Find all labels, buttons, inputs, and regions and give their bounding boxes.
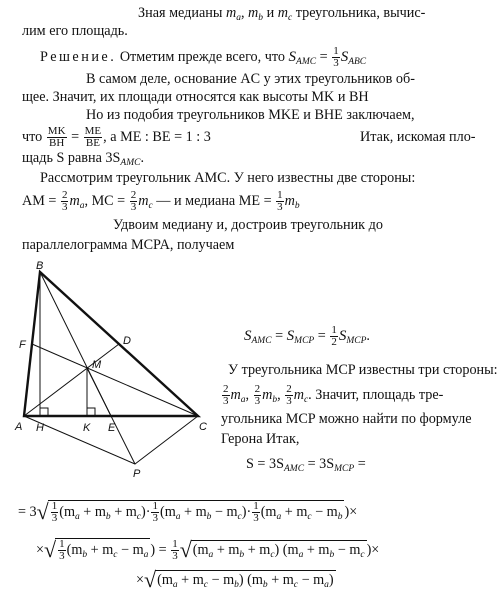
- intro-line-1: Зная медианы $m_a$, $m_b$ и $m_c$ треугольника, вычис-: [138, 5, 426, 23]
- fraction-mk-bh: $\frac{MK}{BH}$: [47, 125, 66, 149]
- label-m: M: [92, 359, 102, 371]
- solution-line: Решение. Отметим прежде всего, что $S_{AMC}$ = $\frac{1}{3}$ $S_{ABC}$: [40, 45, 367, 69]
- right-text-3: угольника MCP можно найти по формуле: [221, 411, 472, 427]
- fraction-two-thirds: $\frac{2}{3}$: [130, 189, 137, 213]
- triangle-figure: [12, 258, 212, 478]
- three-sides-line: $\frac{2}{3}$ $m_a$, $\frac{2}{3}$ $m_b$, $\frac{2}{3}$ $m_c$. Значит, площадь тре-: [223, 383, 444, 407]
- right-angle-h: [40, 408, 48, 416]
- text-line-5: щее. Значит, их площади относятся как высоты MK и BH: [22, 89, 369, 105]
- label-e: E: [108, 422, 116, 434]
- heron-start: $S = 3S_{AMC} = 3S_{MCP}$ =: [246, 456, 366, 474]
- fraction-one-half: $\frac{1}{2}$: [331, 324, 337, 348]
- sqrt-sign: √: [44, 536, 57, 562]
- fraction-one-third: $\frac{1}{3}$: [333, 45, 339, 69]
- formula-line-3: $\times√(m_a + m_c - m_b) (m_b + m_c - m_a)$: [136, 570, 336, 595]
- sqrt-sign: √: [36, 498, 49, 524]
- median-a-d: [24, 344, 119, 416]
- fraction-two-thirds: $\frac{2}{3}$: [286, 383, 292, 407]
- label-d: D: [123, 335, 131, 347]
- text-line-11: Удвоим медиану и, достроив треугольник до: [113, 217, 383, 233]
- area-line: щадь S равна $3S_{AMC}$.: [22, 150, 145, 168]
- label-a: A: [15, 421, 23, 433]
- median-c-f: [32, 344, 198, 416]
- formula-line-1: = 3√ $\frac{1}{3}$ $(m_a + m_b + m_c)\cdot$ $\frac{1}{3}$ $(m_a + m_b - m_c)\cdot$ $\frac{1}{3}$ ($m_a + m_c - m_b$ )×: [18, 500, 357, 527]
- radicand-2: $\frac{1}{3}$ ($m_b + m_c - m_a$: [55, 538, 150, 565]
- fraction-me-be: $\frac{ME}{BE}$: [84, 125, 102, 149]
- text-line-7-right: Итак, искомая пло-: [360, 129, 476, 145]
- text-line-6: Но из подобия треугольников MKE и BHE заключаем,: [86, 107, 415, 123]
- label-p: P: [133, 468, 141, 478]
- fraction-two-thirds: $\frac{2}{3}$: [223, 383, 229, 407]
- radicand-3: $(m_a + m_b + m_c) (m_a + m_b - m_c$: [191, 540, 367, 565]
- label-c: C: [199, 421, 207, 433]
- right-angle-k: [87, 408, 95, 416]
- label-h: H: [36, 422, 44, 434]
- intro-line-2: лим его площадь.: [22, 23, 128, 39]
- solution-heading: Решение.: [40, 48, 117, 65]
- right-text-1: У треугольника MCP известны три стороны:: [228, 362, 498, 378]
- similarity-line: что $\frac{MK}{BH}$ = $\frac{ME}{BE}$ , а ME : BE = 1 : 3: [22, 125, 211, 149]
- text-line-12: параллелограмма MCPA, получаем: [22, 237, 235, 253]
- fraction-two-thirds: $\frac{2}{3}$: [61, 189, 68, 213]
- sides-line: AM = $\frac{2}{3}$ $m_a$, MC = $\frac{2}{3}$ $m_c$ — и медиана ME = $\frac{1}{3}$ $m_b$: [22, 189, 300, 213]
- text-line-4: В самом деле, основание AC у этих треугольников об-: [86, 71, 415, 87]
- label-k: K: [83, 422, 91, 434]
- fraction-two-thirds: $\frac{2}{3}$: [254, 383, 261, 407]
- sqrt-sign: √: [144, 567, 157, 592]
- label-b: B: [36, 260, 44, 272]
- radicand-4: $(m_a + m_c - m_b) (m_b + m_c - m_a)$: [155, 570, 336, 595]
- formula-line-2: ×√ $\frac{1}{3}$ ($m_b + m_c - m_a$ ) = $\frac{1}{3}$ $√(m_a + m_b + m_c) (m_a + m_b - m_c$ )×: [36, 538, 379, 565]
- area-equality: $S_{AMC} = S_{MCP}$ = $\frac{1}{2}$ $S_{MCP}$.: [244, 324, 370, 348]
- fraction-one-third: $\frac{1}{3}$: [277, 189, 283, 213]
- sqrt-sign: √: [179, 536, 192, 562]
- label-f: F: [19, 339, 26, 351]
- radicand-1: $\frac{1}{3}$ $(m_a + m_b + m_c)\cdot$ $\frac{1}{3}$ $(m_a + m_b - m_c)\cdot$ $\frac{1}{3}$ ($m_a + m_c - m_b$: [48, 500, 345, 527]
- right-text-4: Герона Итак,: [221, 431, 300, 447]
- text-line-9: Рассмотрим треугольник AMC. У него известны две стороны:: [40, 170, 416, 186]
- segment-c-p: [135, 416, 198, 464]
